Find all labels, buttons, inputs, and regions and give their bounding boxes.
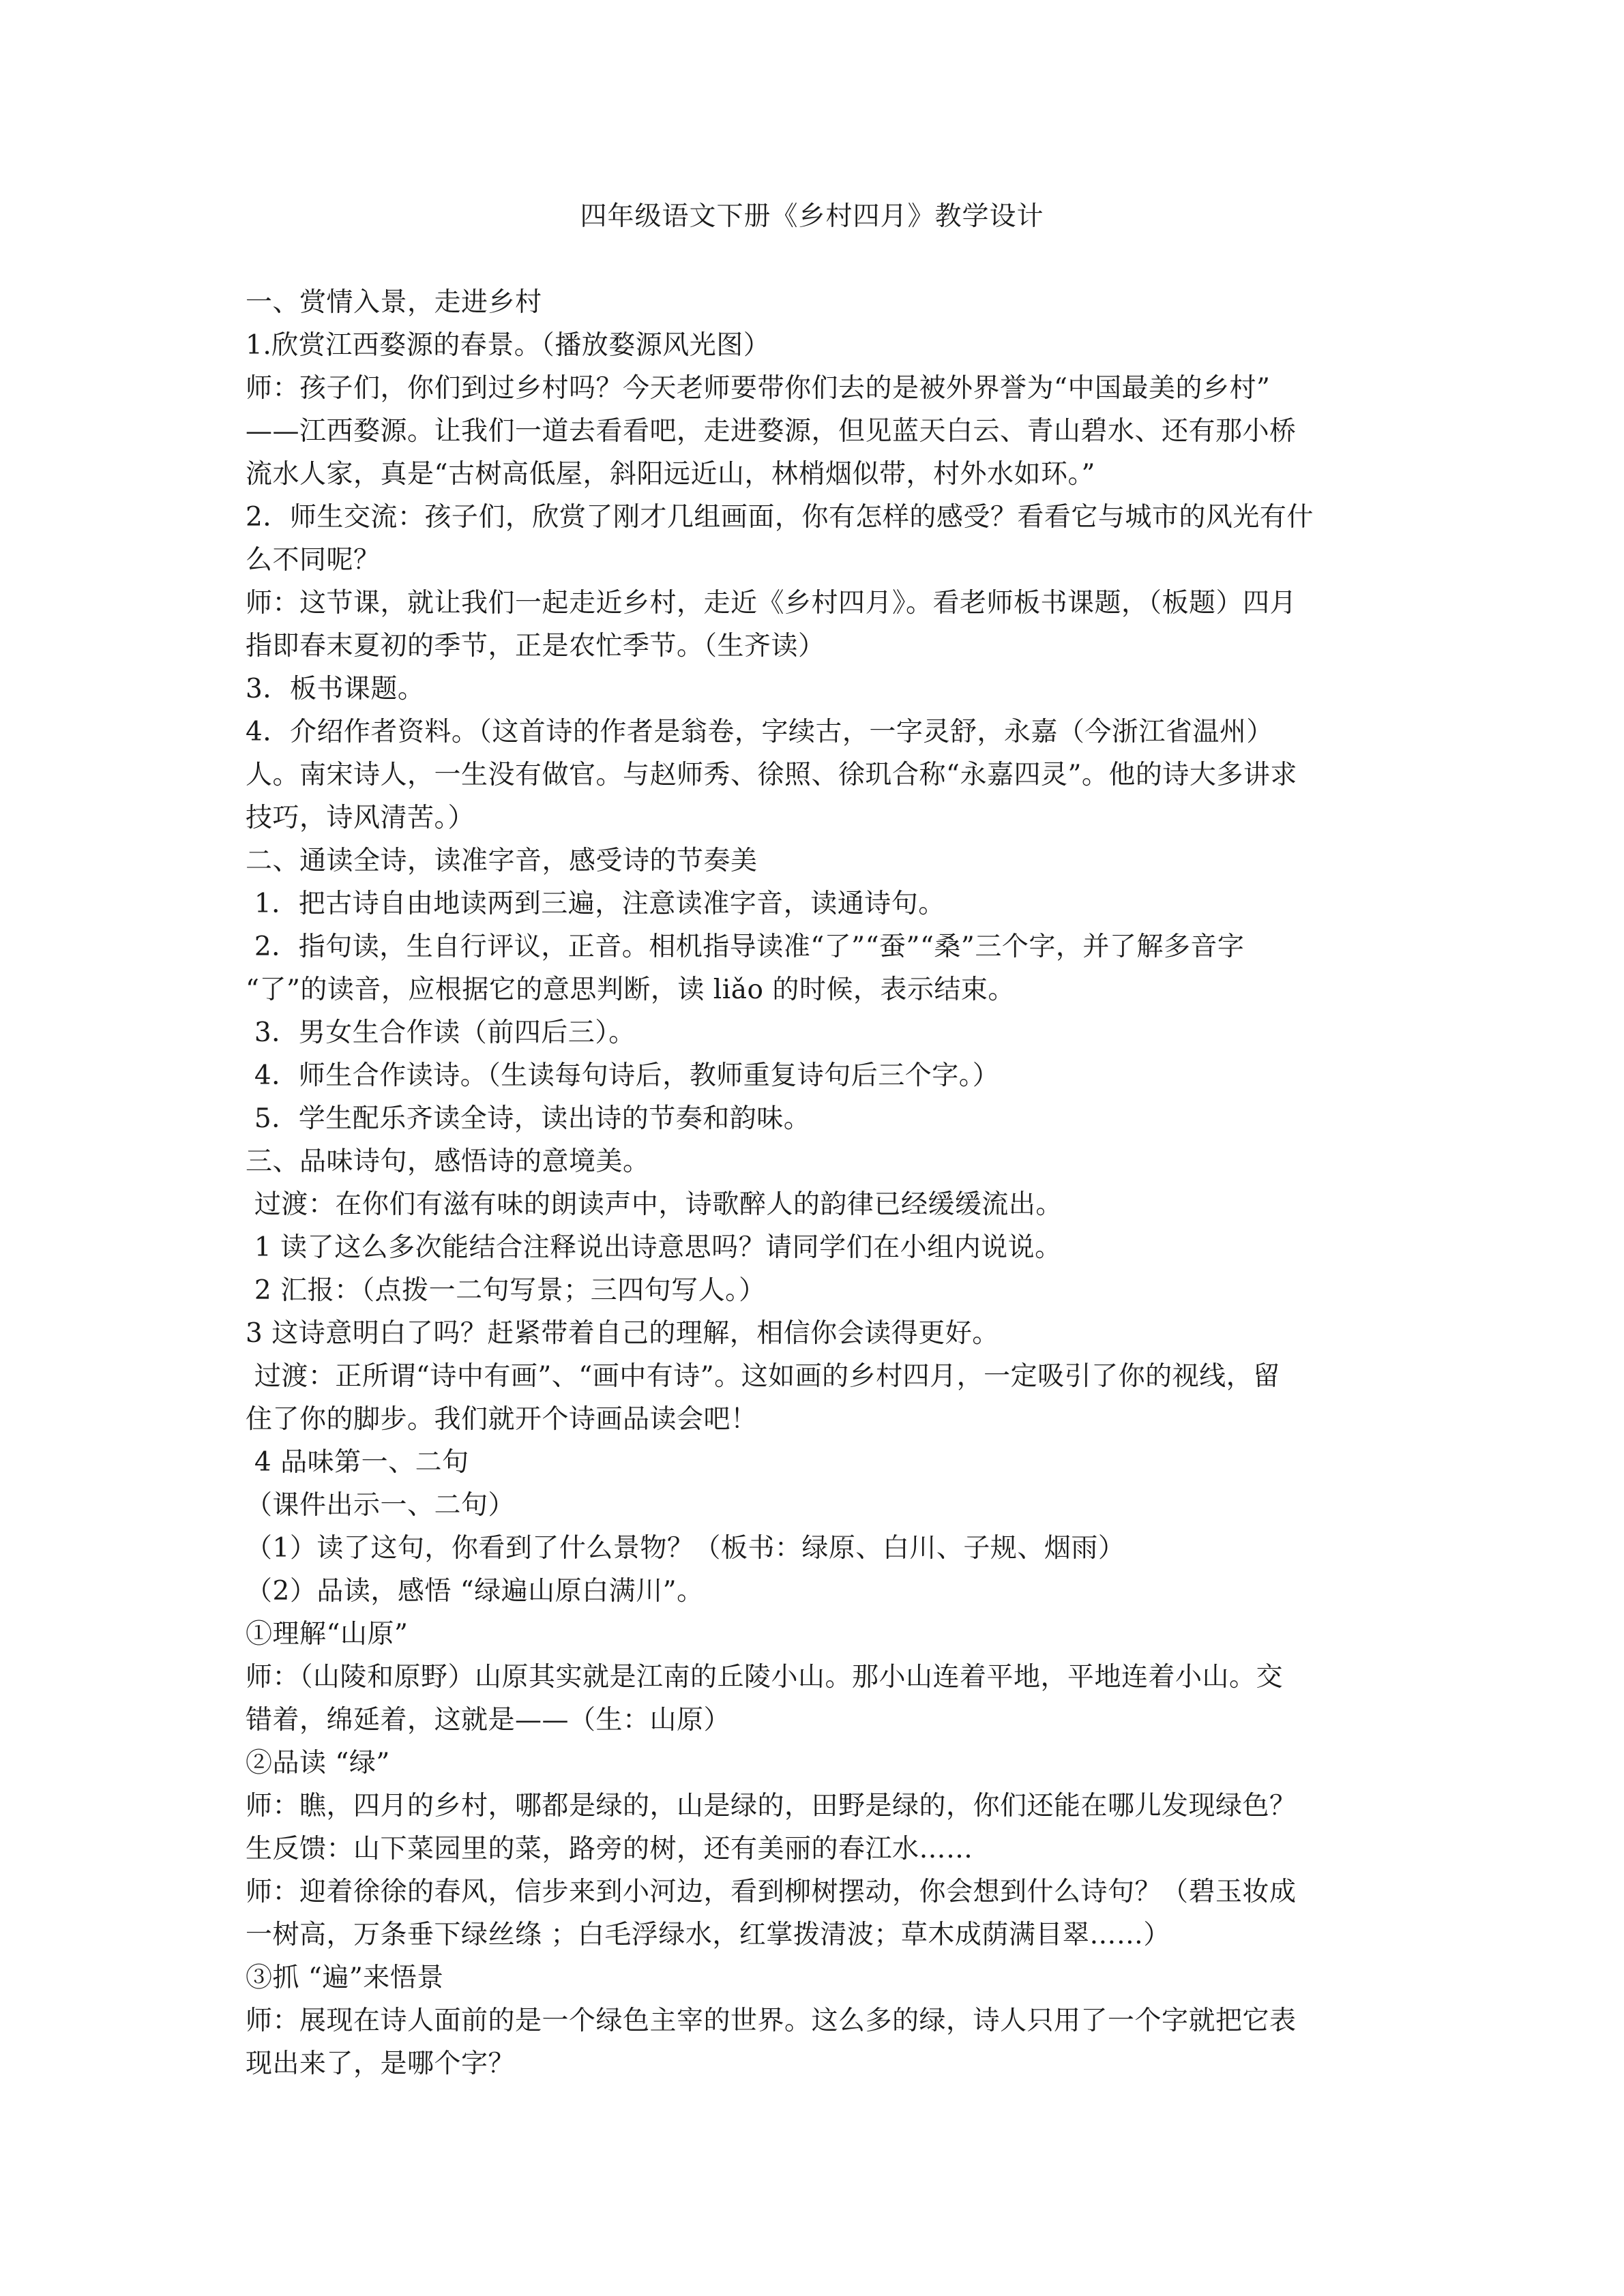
text-line: 流水人家，真是“古树高低屋，斜阳远近山，林梢烟似带，村外水如环。” <box>246 459 1095 490</box>
text-line: 1．把古诗自由地读两到三遍，注意读准字音，读通诗句。 <box>246 889 945 919</box>
text-line: 3．板书课题。 <box>246 674 425 704</box>
text-line: 2．指句读，生自行评议，正音。相机指导读准“了”“蚕”“桑”三个字，并了解多音字 <box>246 931 1245 962</box>
text-line: 二、通读全诗，读准字音，感受诗的节奏美 <box>246 846 758 876</box>
text-line: 2．师生交流：孩子们，欣赏了刚才几组画面，你有怎样的感受？看看它与城市的风光有什 <box>246 502 1314 533</box>
text-line: 一、赏情入景，走进乡村 <box>246 287 542 318</box>
text-line: 4 品味第一、二句 <box>246 1447 469 1478</box>
text-line: 1.欣赏江西婺源的春景。（播放婺源风光图） <box>246 330 771 361</box>
text-line: 5．学生配乐齐读全诗，读出诗的节奏和韵味。 <box>246 1103 811 1134</box>
text-line: （1）读了这句，你看到了什么景物？（板书：绿原、白川、子规、烟雨） <box>246 1533 1125 1564</box>
text-line: 么不同呢？ <box>246 545 381 576</box>
text-line: 3 这诗意明白了吗？赶紧带着自己的理解，相信你会读得更好。 <box>246 1318 999 1349</box>
text-line: ——江西婺源。让我们一道去看看吧，走进婺源，但见蓝天白云、青山碧水、还有那小桥 <box>246 416 1297 447</box>
text-line: 3．男女生合作读（前四后三）。 <box>246 1017 636 1048</box>
text-line: 过渡：正所谓“诗中有画”、“画中有诗”。这如画的乡村四月，一定吸引了你的视线，留 <box>246 1361 1280 1392</box>
text-line: 住了你的脚步。我们就开个诗画品读会吧！ <box>246 1404 758 1435</box>
text-line: 一树高，万条垂下绿丝绦 ；白毛浮绿水，红掌拨清波；草木成荫满目翠……） <box>246 1920 1170 1950</box>
text-line: ③抓 “遍”来悟景 <box>246 1963 444 1993</box>
text-line: 生反馈：山下菜园里的菜，路旁的树，还有美丽的春江水…… <box>246 1834 973 1864</box>
text-line: 4．介绍作者资料。（这首诗的作者是翁卷，字续古，一字灵舒，永嘉（今浙江省温州） <box>246 717 1273 747</box>
text-line: 4．师生合作读诗。（生读每句诗后，教师重复诗句后三个字。） <box>246 1060 1000 1091</box>
text-line: 过渡：在你们有滋有味的朗读声中，诗歌醉人的韵律已经缓缓流出。 <box>246 1189 1063 1220</box>
text-line: 师：这节课，就让我们一起走近乡村，走近《乡村四月》。看老师板书课题，（板题）四月 <box>246 588 1297 618</box>
text-line: 指即春末夏初的季节，正是农忙季节。（生齐读） <box>246 631 825 661</box>
text-line: 师：（山陵和原野）山原其实就是江南的丘陵小山。那小山连着平地，平地连着小山。交 <box>246 1662 1284 1693</box>
text-line: 错着，绵延着，这就是——（生：山原） <box>246 1705 731 1735</box>
text-line: 现出来了，是哪个字？ <box>246 2048 516 2079</box>
text-line: 师：孩子们，你们到过乡村吗？今天老师要带你们去的是被外界誉为“中国最美的乡村” <box>246 373 1271 404</box>
text-line: （课件出示一、二句） <box>246 1490 516 1521</box>
text-line: ②品读 “绿” <box>246 1748 390 1778</box>
text-line: 1 读了这么多次能结合注释说出诗意思吗？请同学们在小组内说说。 <box>246 1232 1062 1263</box>
text-line: 师：瞧，四月的乡村，哪都是绿的，山是绿的，田野是绿的，你们还能在哪儿发现绿色？ <box>246 1791 1297 1821</box>
text-line: 师：展现在诗人面前的是一个绿色主宰的世界。这么多的绿，诗人只用了一个字就把它表 <box>246 2006 1297 2036</box>
text-line: “了”的读音，应根据它的意思判断，读 liǎo 的时候，表示结束。 <box>246 974 1015 1005</box>
text-line: 人。南宋诗人，一生没有做官。与赵师秀、徐照、徐玑合称“永嘉四灵”。他的诗大多讲求 <box>246 760 1297 790</box>
text-line: 技巧，诗风清苦。） <box>246 803 475 833</box>
text-line: 三、品味诗句，感悟诗的意境美。 <box>246 1146 650 1177</box>
document-title: 四年级语文下册《乡村四月》教学设计 <box>580 201 1044 232</box>
text-line: 师：迎着徐徐的春风，信步来到小河边，看到柳树摆动，你会想到什么诗句？（碧玉妆成 <box>246 1877 1297 1907</box>
text-line: ①理解“山原” <box>246 1619 409 1650</box>
document-body <box>246 281 1378 2085</box>
text-line: 2 汇报：（点拨一二句写景；三四句写人。） <box>246 1275 766 1306</box>
text-line: （2）品读，感悟 “绿遍山原白满川”。 <box>246 1576 704 1607</box>
